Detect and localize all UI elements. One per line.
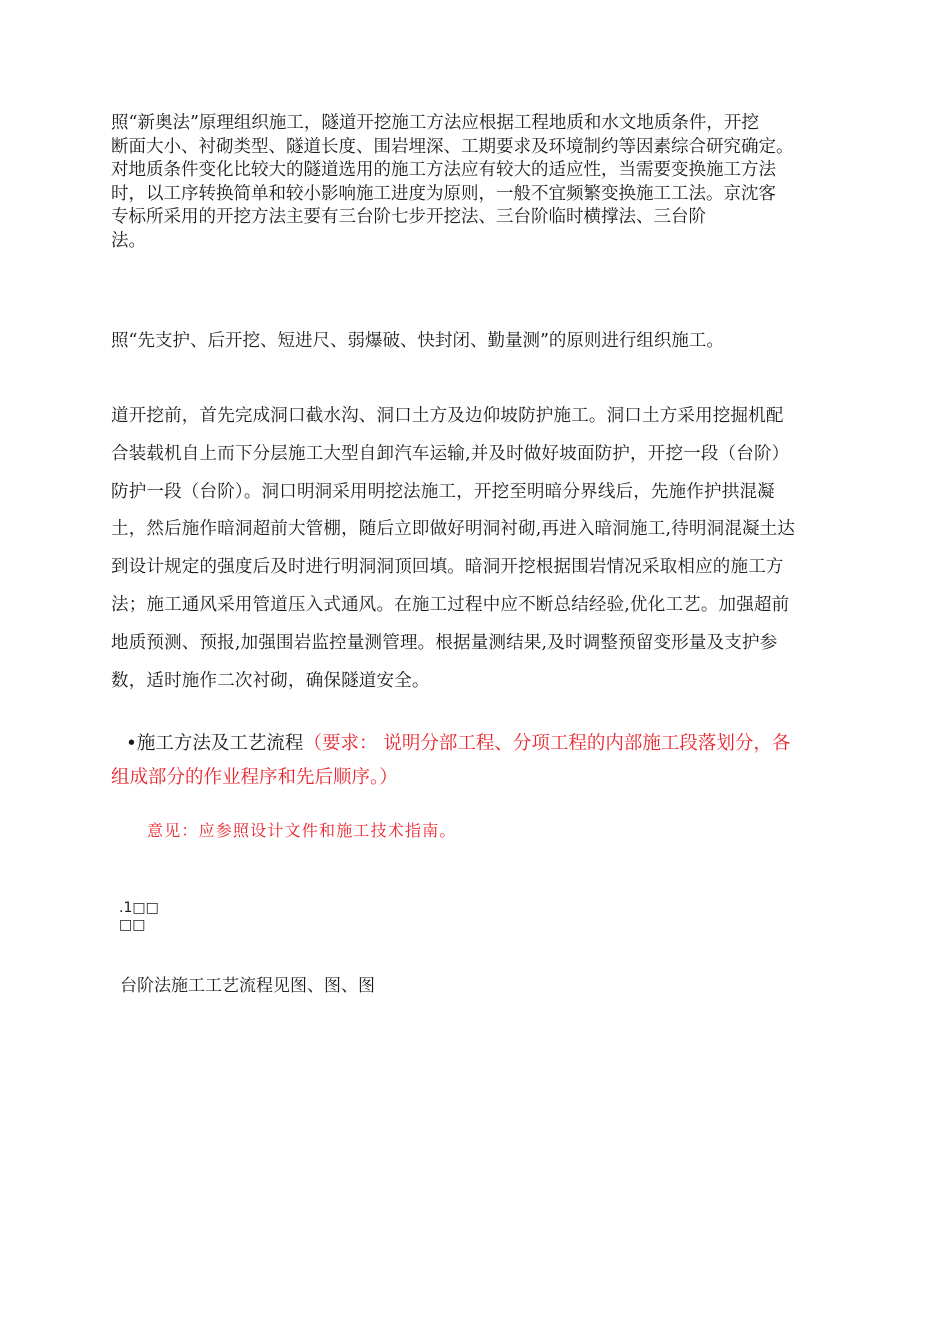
paragraph-line: 道开挖前，首先完成洞口截水沟、洞口土方及边仰坡防护施工。洞口土方采用挖掘机配 (111, 406, 784, 426)
review-opinion: 意见：应参照设计文件和施工技术指南。 (147, 821, 457, 840)
section-number-line-1: .1□□ (119, 900, 159, 916)
paragraph-line: 专标所采用的开挖方法主要有三台阶七步开挖法、三台阶临时横撑法、三台阶 (111, 207, 706, 227)
paragraph-line: 对地质条件变化比较大的隧道选用的施工方法应有较大的适应性，当需要变换施工方法 (111, 160, 776, 180)
paragraph-principles: 照“先支护、后开挖、短进尺、弱爆破、快封闭、勤量测”的原则进行组织施工。 (111, 331, 724, 351)
paragraph-line: 法。 (111, 230, 146, 251)
paragraph-line: 数，适时施作二次衬砌，确保隧道安全。 (111, 670, 430, 691)
heading-requirement: （要求： 说明分部工程、分项工程的内部施工段落划分，各 (303, 733, 791, 754)
paragraph-line: 地质预测、预报,加强围岩监控量测管理。根据量测结果,及时调整预留变形量及支护参 (111, 632, 778, 653)
section-number (119, 900, 159, 934)
heading-title: 施工方法及工艺流程 (136, 733, 304, 754)
section-heading (111, 727, 851, 795)
section-number-line-2: □□ (119, 917, 146, 933)
paragraph-method-selection (111, 112, 846, 253)
heading-line-1 (111, 727, 851, 761)
paragraph-line: 土，然后施作暗洞超前大管棚，随后立即做好明洞衬砌,再进入暗洞施工,待明洞混凝土达 (111, 519, 796, 540)
paragraph-line: 合装载机自上而下分层施工大型自卸汽车运输,并及时做好坡面防护，开挖一段（台阶） (111, 443, 790, 464)
paragraph-line: 照“新奥法”原理组织施工，隧道开挖施工方法应根据工程地质和水文地质条件，开挖 (111, 113, 759, 133)
paragraph-line: 防护一段（台阶）。洞口明洞采用明挖法施工，开挖至明暗分界线后，先施作护拱混凝 (111, 481, 775, 502)
paragraph-line: 法；施工通风采用管道压入式通风。在施工过程中应不断总结经验,优化工艺。加强超前 (111, 594, 790, 615)
paragraph-line: 时，以工序转换简单和较小影响施工进度为原则，一般不宜频繁变换施工工法。京沈客 (111, 183, 776, 204)
paragraph-line: 到设计规定的强度后及时进行明洞洞顶回填。暗洞开挖根据围岩情况采取相应的施工方 (111, 557, 784, 578)
paragraph-portal-construction (111, 398, 846, 700)
bullet-icon: • (126, 733, 137, 754)
heading-requirement-continued: 组成部分的作业程序和先后顺序。） (111, 767, 398, 788)
flow-chart-reference: 台阶法施工工艺流程见图、图、图 (120, 976, 375, 996)
paragraph-line: 断面大小、衬砌类型、隧道长度、围岩埋深、工期要求及环境制约等因素综合研究确定。 (111, 136, 794, 157)
